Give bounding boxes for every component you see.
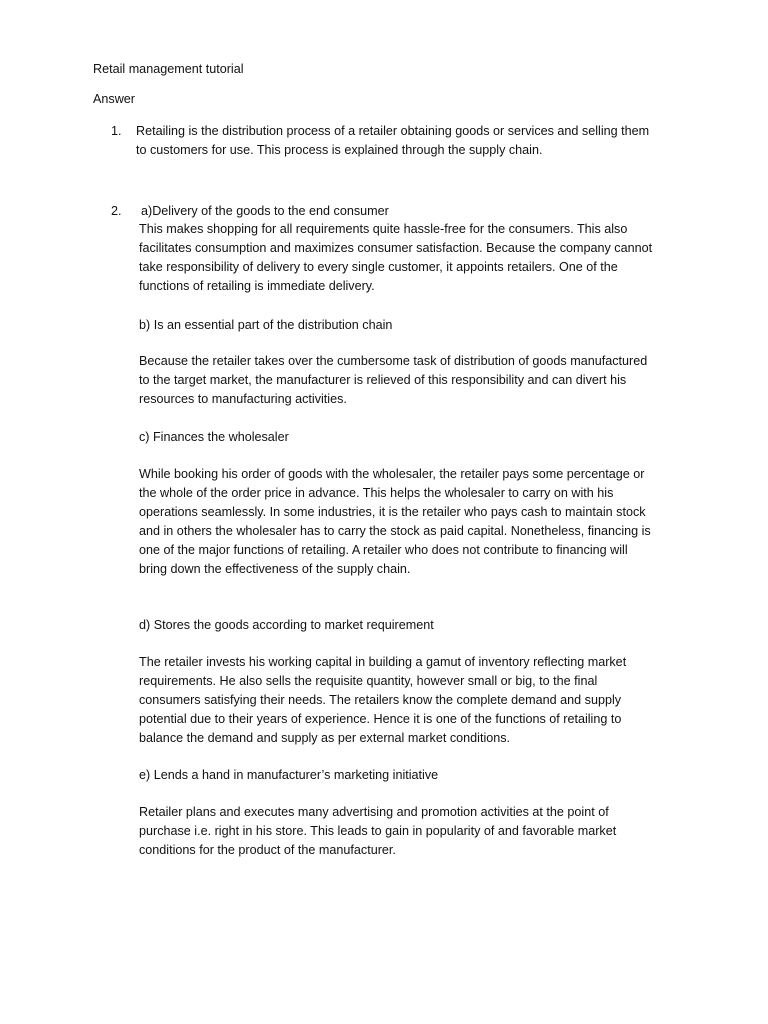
- section-e-paragraph: [139, 803, 679, 860]
- answer-1-paragraph: [136, 122, 676, 160]
- section-d-paragraph: [139, 653, 679, 748]
- section-e-heading: e) Lends a hand in manufacturer’s marketing initiative: [139, 768, 439, 782]
- answer-1-line: Retailing is the distribution process of a retailer obtaining goods or services and selling them: [136, 124, 650, 138]
- list-number-1: 1.: [111, 124, 122, 138]
- section-b-line: to the target market, the manufacturer is relieved of this responsibility and can divert his: [139, 372, 627, 387]
- section-e-line: Retailer plans and executes many advertising and promotion activities at the point of: [139, 805, 609, 819]
- section-b-line: Because the retailer takes over the cumbersome task of distribution of goods manufactured: [139, 354, 648, 368]
- section-d-line: requirements. He also sells the requisite quantity, however small or big, to the final: [139, 673, 598, 688]
- section-d-line: potential due to their years of experience. Hence it is one of the functions of retailing to: [139, 711, 622, 726]
- section-a-heading: a)Delivery of the goods to the end consumer: [141, 204, 389, 218]
- section-c-line: While booking his order of goods with the wholesaler, the retailer pays some percentage or: [139, 467, 645, 481]
- section-c-line: operations seamlessly. In some industries, it is the retailer who pays cash to maintain stock: [139, 504, 646, 519]
- section-b-paragraph: [139, 352, 679, 409]
- section-d-line: consumers satisfying their needs. The retailers know the complete demand and supply: [139, 692, 622, 707]
- answer-label: Answer: [93, 92, 135, 106]
- section-c-line: and in others the wholesaler has to carry the stock as paid capital. Nonetheless, financing is: [139, 523, 651, 538]
- section-a-paragraph: [139, 220, 679, 296]
- section-c-line: bring down the effectiveness of the supply chain.: [139, 561, 411, 576]
- section-c-paragraph: [139, 465, 679, 578]
- section-e-line: conditions for the product of the manufacturer.: [139, 842, 396, 857]
- section-c-heading: c) Finances the wholesaler: [139, 430, 289, 444]
- section-b-line: resources to manufacturing activities.: [139, 391, 347, 406]
- section-d-line: The retailer invests his working capital in building a gamut of inventory reflecting market: [139, 655, 627, 669]
- section-e-line: purchase i.e. right in his store. This leads to gain in popularity of and favorable market: [139, 823, 617, 838]
- section-c-line: the whole of the order price in advance. This helps the wholesaler to carry on with his: [139, 485, 614, 500]
- section-a-line: functions of retailing is immediate delivery.: [139, 278, 375, 293]
- section-d-line: balance the demand and supply as per external market conditions.: [139, 730, 511, 745]
- answer-1-line: to customers for use. This process is explained through the supply chain.: [136, 142, 543, 157]
- section-a-line: facilitates consumption and maximizes consumer satisfaction. Because the company cannot: [139, 240, 653, 255]
- section-a-line: take responsibility of delivery to every single customer, it appoints retailers. One of the: [139, 259, 618, 274]
- section-c-line: one of the major functions of retailing. A retailer who does not contribute to financing will: [139, 542, 628, 557]
- list-number-2: 2.: [111, 204, 122, 218]
- section-d-heading: d) Stores the goods according to market requirement: [139, 618, 434, 632]
- document-title: Retail management tutorial: [93, 62, 244, 76]
- section-b-heading: b) Is an essential part of the distribution chain: [139, 318, 393, 332]
- section-a-line: This makes shopping for all requirements quite hassle-free for the consumers. This also: [139, 222, 628, 236]
